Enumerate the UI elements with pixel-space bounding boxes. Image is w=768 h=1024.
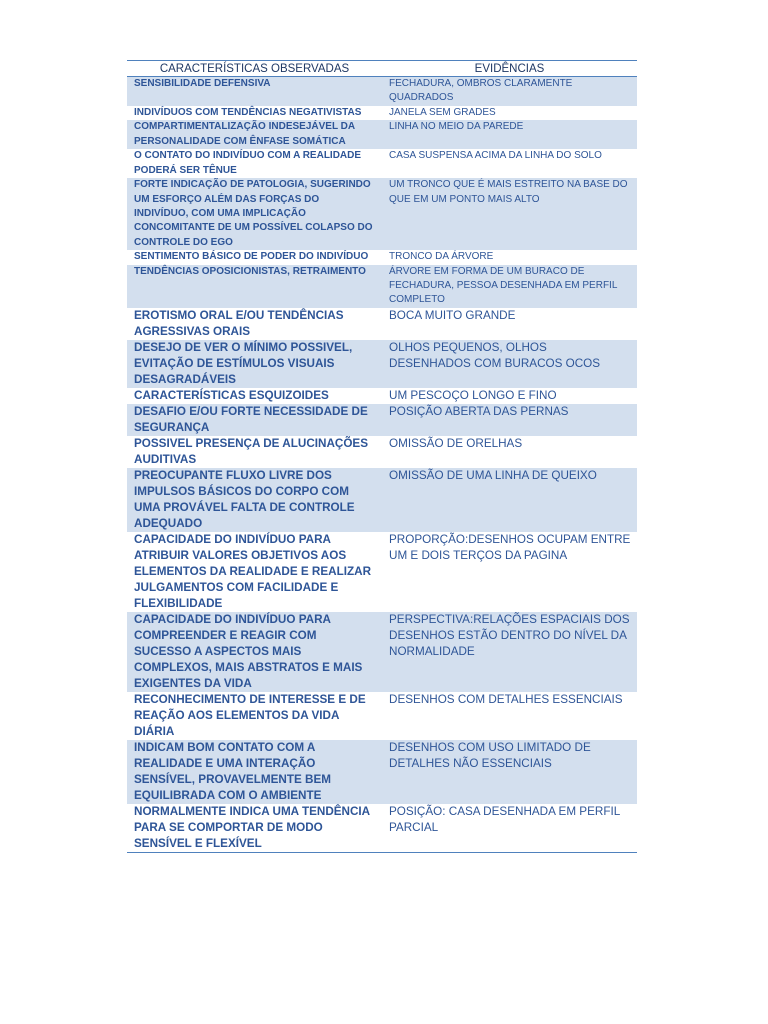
table-row: [127, 265, 637, 308]
evidence-cell: OMISSÃO DE ORELHAS: [389, 436, 523, 450]
table-row: [127, 804, 637, 853]
characteristic-cell: CARACTERÍSTICAS ESQUIZOIDES: [134, 388, 329, 402]
evidence-cell: LINHA NO MEIO DA PAREDE: [382, 120, 637, 149]
evidence-cell: ÁRVORE EM FORMA DE UM BURACO DE FECHADURA, PESSOA DESENHADA EM PERFIL COMPLETO: [382, 265, 637, 308]
characteristic-cell: O CONTATO DO INDIVÍDUO COM A REALIDADE PODERÁ SER TÊNUE: [134, 150, 362, 176]
characteristic-cell: RECONHECIMENTO DE INTERESSE E DE REAÇÃO AOS ELEMENTOS DA VIDA DIÁRIA: [134, 692, 366, 738]
evidence-cell: OMISSÃO DE UMA LINHA DE QUEIXO: [382, 468, 637, 532]
characteristic-cell: POSSIVEL PRESENÇA DE ALUCINAÇÕES AUDITIVAS: [134, 436, 369, 466]
table-row: [127, 388, 637, 404]
evidence-cell: UM PESCOÇO LONGO E FINO: [389, 388, 557, 402]
table-row: [127, 308, 637, 340]
table-row: [127, 149, 637, 178]
evidence-cell: UM TRONCO QUE É MAIS ESTREITO NA BASE DO QUE EM UM PONTO MAIS ALTO: [382, 178, 637, 250]
characteristic-cell: NORMALMENTE INDICA UMA TENDÊNCIA PARA SE COMPORTAR DE MODO SENSÍVEL E FLEXÍVEL: [134, 804, 370, 850]
evidence-cell: TRONCO DA ÁRVORE: [389, 251, 494, 263]
table-row: [127, 612, 637, 692]
evidence-cell: DESENHOS COM DETALHES ESSENCIAIS: [389, 692, 623, 706]
evidence-cell: BOCA MUITO GRANDE: [389, 308, 516, 322]
characteristic-cell: SENTIMENTO BÁSICO DE PODER DO INDIVÍDUO: [134, 251, 369, 263]
characteristic-cell: CAPACIDADE DO INDIVÍDUO PARA ATRIBUIR VALORES OBJETIVOS AOS ELEMENTOS DA REALIDADE E REALIZAR JULGAMENTOS COM FACILIDADE E FLEXIBILIDADE: [134, 532, 372, 610]
header-characteristics: CARACTERÍSTICAS OBSERVADAS: [127, 61, 382, 77]
characteristic-cell: INDICAM BOM CONTATO COM A REALIDADE E UMA INTERAÇÃO SENSÍVEL, PROVAVELMENTE BEM EQUILIBRADA COM O AMBIENTE: [127, 740, 382, 804]
evidence-cell: FECHADURA, OMBROS CLARAMENTE QUADRADOS: [382, 77, 637, 106]
table-row: [127, 468, 637, 532]
evidence-cell: POSIÇÃO: CASA DESENHADA EM PERFIL PARCIAL: [389, 804, 620, 834]
table-row: [127, 436, 637, 468]
characteristic-cell: TENDÊNCIAS OPOSICIONISTAS, RETRAIMENTO: [127, 265, 382, 308]
characteristic-cell: EROTISMO ORAL E/OU TENDÊNCIAS AGRESSIVAS ORAIS: [134, 308, 344, 338]
table-row: [127, 532, 637, 612]
table-row: [127, 77, 637, 106]
characteristic-cell: DESAFIO E/OU FORTE NECESSIDADE DE SEGURANÇA: [127, 404, 382, 436]
evidence-cell: OLHOS PEQUENOS, OLHOS DESENHADOS COM BURACOS OCOS: [382, 340, 637, 388]
table-row: [127, 120, 637, 149]
characteristic-cell: PREOCUPANTE FLUXO LIVRE DOS IMPULSOS BÁSICOS DO CORPO COM UMA PROVÁVEL FALTA DE CONTROLE ADEQUADO: [127, 468, 382, 532]
table-row: [127, 404, 637, 436]
evidence-cell: POSIÇÃO ABERTA DAS PERNAS: [382, 404, 637, 436]
table-row: [127, 178, 637, 250]
table-body: [127, 77, 637, 853]
header-evidence: EVIDÊNCIAS: [382, 61, 637, 77]
characteristic-cell: SENSIBILIDADE DEFENSIVA: [127, 77, 382, 106]
table-row: [127, 340, 637, 388]
characteristic-cell: FORTE INDICAÇÃO DE PATOLOGIA, SUGERINDO UM ESFORÇO ALÉM DAS FORÇAS DO INDIVÍDUO, COM UMA IMPLICAÇÃO CONCOMITANTE DE UM POSSÍVEL COLAPSO DO CONTROLE DO EGO: [127, 178, 382, 250]
characteristic-cell: INDIVÍDUOS COM TENDÊNCIAS NEGATIVISTAS: [134, 106, 362, 118]
table-row: [127, 106, 637, 120]
characteristics-evidence-table: [127, 60, 637, 853]
characteristic-cell: COMPARTIMENTALIZAÇÃO INDESEJÁVEL DA PERSONALIDADE COM ÊNFASE SOMÁTICA: [127, 120, 382, 149]
header-row: [127, 61, 637, 77]
characteristic-cell: CAPACIDADE DO INDIVÍDUO PARA COMPREENDER E REAGIR COM SUCESSO A ASPECTOS MAIS COMPLEXOS, MAIS ABSTRATOS E MAIS EXIGENTES DA VIDA: [127, 612, 382, 692]
evidence-cell: JANELA SEM GRADES: [389, 106, 496, 118]
evidence-cell: PROPORÇÃO:DESENHOS OCUPAM ENTRE UM E DOIS TERÇOS DA PAGINA: [389, 532, 631, 562]
characteristic-cell: DESEJO DE VER O MÍNIMO POSSIVEL, EVITAÇÃO DE ESTÍMULOS VISUAIS DESAGRADÁVEIS: [127, 340, 382, 388]
table-row: [127, 250, 637, 264]
table-row: [127, 692, 637, 740]
evidence-cell: DESENHOS COM USO LIMITADO DE DETALHES NÃO ESSENCIAIS: [382, 740, 637, 804]
evidence-cell: CASA SUSPENSA ACIMA DA LINHA DO SOLO: [389, 150, 602, 162]
table-row: [127, 740, 637, 804]
evidence-cell: PERSPECTIVA:RELAÇÕES ESPACIAIS DOS DESENHOS ESTÃO DENTRO DO NÍVEL DA NORMALIDADE: [382, 612, 637, 692]
table-header: [127, 61, 637, 77]
